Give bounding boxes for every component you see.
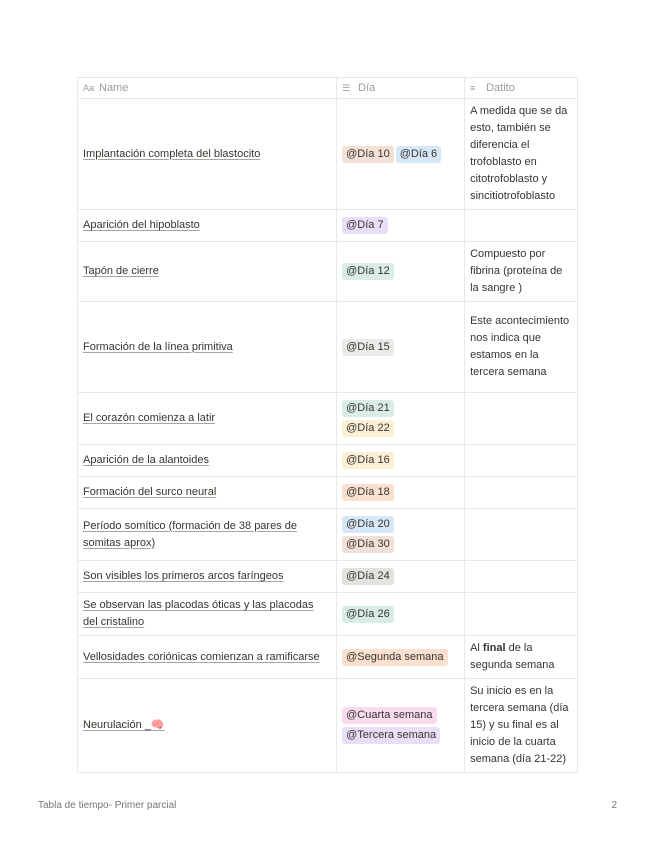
date-mention-tag[interactable]: @Día 15: [342, 339, 394, 356]
text-lines-icon: ≡: [470, 83, 476, 93]
date-mention-tag[interactable]: @Día 30: [342, 536, 394, 553]
cell-name[interactable]: [78, 477, 337, 509]
date-mention-tag[interactable]: @Cuarta semana: [342, 707, 436, 724]
date-mention-tag[interactable]: @Día 7: [342, 217, 387, 234]
date-tags: [342, 400, 459, 437]
date-mention-tag[interactable]: @Día 26: [342, 606, 394, 623]
row-title-link[interactable]: Son visibles los primeros arcos faríngeos: [83, 570, 284, 582]
table-row[interactable]: [78, 561, 578, 593]
cell-name[interactable]: [78, 210, 337, 242]
cell-dato[interactable]: [465, 99, 578, 210]
row-title-link[interactable]: Formación de la línea primitiva: [83, 340, 233, 353]
row-title-link[interactable]: Aparición del hipoblasto: [83, 219, 200, 231]
row-title-link[interactable]: El corazón comienza a latir: [83, 412, 216, 424]
date-mention-tag[interactable]: @Día 22: [342, 420, 394, 437]
date-tags: [342, 214, 459, 237]
cell-dato[interactable]: [465, 242, 578, 302]
cell-dia[interactable]: [337, 636, 465, 679]
cell-name[interactable]: [78, 679, 337, 773]
cell-dato[interactable]: [465, 593, 578, 636]
date-mention-tag[interactable]: @Día 20: [342, 516, 394, 533]
row-title-link[interactable]: Tapón de cierre: [83, 265, 159, 277]
cell-dato[interactable]: [465, 477, 578, 509]
table-row[interactable]: [78, 593, 578, 636]
cell-dato[interactable]: [465, 445, 578, 477]
cell-dato[interactable]: [465, 561, 578, 593]
dato-text: Su inicio es en la tercera semana (día 15) y su final es al inicio de la cuarta semana (día 21-22): [470, 685, 569, 765]
table-body: [78, 99, 578, 773]
cell-name[interactable]: [78, 393, 337, 445]
cell-name[interactable]: [78, 242, 337, 302]
row-title-link[interactable]: Vellosidades coriónicas comienzan a ramificarse: [83, 650, 320, 663]
date-mention-tag[interactable]: @Día 21: [342, 400, 394, 417]
date-mention-tag[interactable]: @Segunda semana: [342, 649, 447, 666]
date-tags: [342, 481, 459, 504]
cell-dato[interactable]: [465, 302, 578, 393]
row-title-link[interactable]: Neurulación _🧠: [83, 719, 165, 731]
cell-dia[interactable]: [337, 210, 465, 242]
date-tags: [342, 646, 459, 669]
cell-dia[interactable]: [337, 509, 465, 561]
date-mention-tag[interactable]: @Día 10: [342, 146, 394, 163]
text-property-icon: Aa: [83, 83, 95, 93]
date-tags: [342, 143, 459, 166]
date-mention-tag[interactable]: @Día 12: [342, 263, 394, 280]
row-title-link[interactable]: Aparición de la alantoides: [83, 454, 209, 466]
table-row[interactable]: [78, 679, 578, 773]
column-header-dia[interactable]: ☰ Día: [337, 78, 465, 99]
page-number: 2: [611, 800, 617, 811]
cell-dia[interactable]: [337, 445, 465, 477]
date-tags: [342, 516, 459, 553]
cell-dato[interactable]: [465, 210, 578, 242]
cell-name[interactable]: [78, 302, 337, 393]
date-mention-tag[interactable]: @Día 24: [342, 568, 394, 585]
table-row[interactable]: [78, 210, 578, 242]
date-mention-tag[interactable]: @Día 16: [342, 452, 394, 469]
row-title-link[interactable]: Formación del surco neural: [83, 486, 217, 498]
row-title-link[interactable]: Implantación completa del blastocito: [83, 147, 261, 160]
dato-text: Al: [470, 642, 483, 654]
dato-text: A medida que se da esto, también se diferencia el trofoblasto en citotrofoblasto y sincitiotrofoblasto: [470, 105, 568, 202]
timeline-table: [77, 77, 578, 773]
dato-text: de la segunda semana: [470, 642, 555, 671]
table-row[interactable]: [78, 477, 578, 509]
date-tags: [342, 336, 459, 359]
table-row[interactable]: [78, 99, 578, 210]
cell-dia[interactable]: [337, 99, 465, 210]
cell-dia[interactable]: [337, 393, 465, 445]
cell-dia[interactable]: [337, 561, 465, 593]
date-tags: [342, 565, 459, 588]
row-title-link[interactable]: Se observan las placodas óticas y las placodas del cristalino: [83, 599, 314, 628]
table-row[interactable]: [78, 509, 578, 561]
cell-dia[interactable]: [337, 302, 465, 393]
footer-title: Tabla de tiempo- Primer parcial: [38, 800, 177, 811]
dato-text: Compuesto por fibrina (proteína de la sangre ): [470, 248, 563, 294]
cell-dia[interactable]: [337, 242, 465, 302]
cell-dato[interactable]: [465, 509, 578, 561]
column-header-dato[interactable]: ≡ Datito: [465, 78, 578, 99]
date-tags: [342, 260, 459, 283]
date-mention-tag[interactable]: @Tercera semana: [342, 727, 440, 744]
cell-dato[interactable]: [465, 679, 578, 773]
cell-dato[interactable]: [465, 636, 578, 679]
date-tags: [342, 603, 459, 626]
table-header-row: [78, 78, 578, 99]
cell-dia[interactable]: [337, 477, 465, 509]
row-title-link[interactable]: Período somítico (formación de 38 pares de somitas aprox): [83, 519, 298, 549]
cell-name[interactable]: [78, 561, 337, 593]
list-property-icon: ☰: [342, 83, 351, 93]
cell-name[interactable]: [78, 509, 337, 561]
date-tags: [342, 449, 459, 472]
cell-name[interactable]: [78, 593, 337, 636]
cell-dato[interactable]: [465, 393, 578, 445]
cell-name[interactable]: [78, 445, 337, 477]
table-row[interactable]: [78, 636, 578, 679]
cell-name[interactable]: [78, 636, 337, 679]
date-mention-tag[interactable]: @Día 6: [396, 146, 441, 163]
table-row[interactable]: [78, 445, 578, 477]
table-row[interactable]: [78, 393, 578, 445]
cell-dia[interactable]: [337, 679, 465, 773]
cell-name[interactable]: [78, 99, 337, 210]
table-row[interactable]: [78, 302, 578, 393]
cell-dia[interactable]: [337, 593, 465, 636]
column-header-name[interactable]: Aa Name: [78, 78, 337, 99]
dato-text: Este acontecimiento nos indica que estamos en la tercera semana: [470, 315, 570, 378]
table-row[interactable]: [78, 242, 578, 302]
dato-bold-text: final: [482, 642, 506, 654]
date-mention-tag[interactable]: @Día 18: [342, 484, 394, 501]
date-tags: [342, 707, 459, 744]
